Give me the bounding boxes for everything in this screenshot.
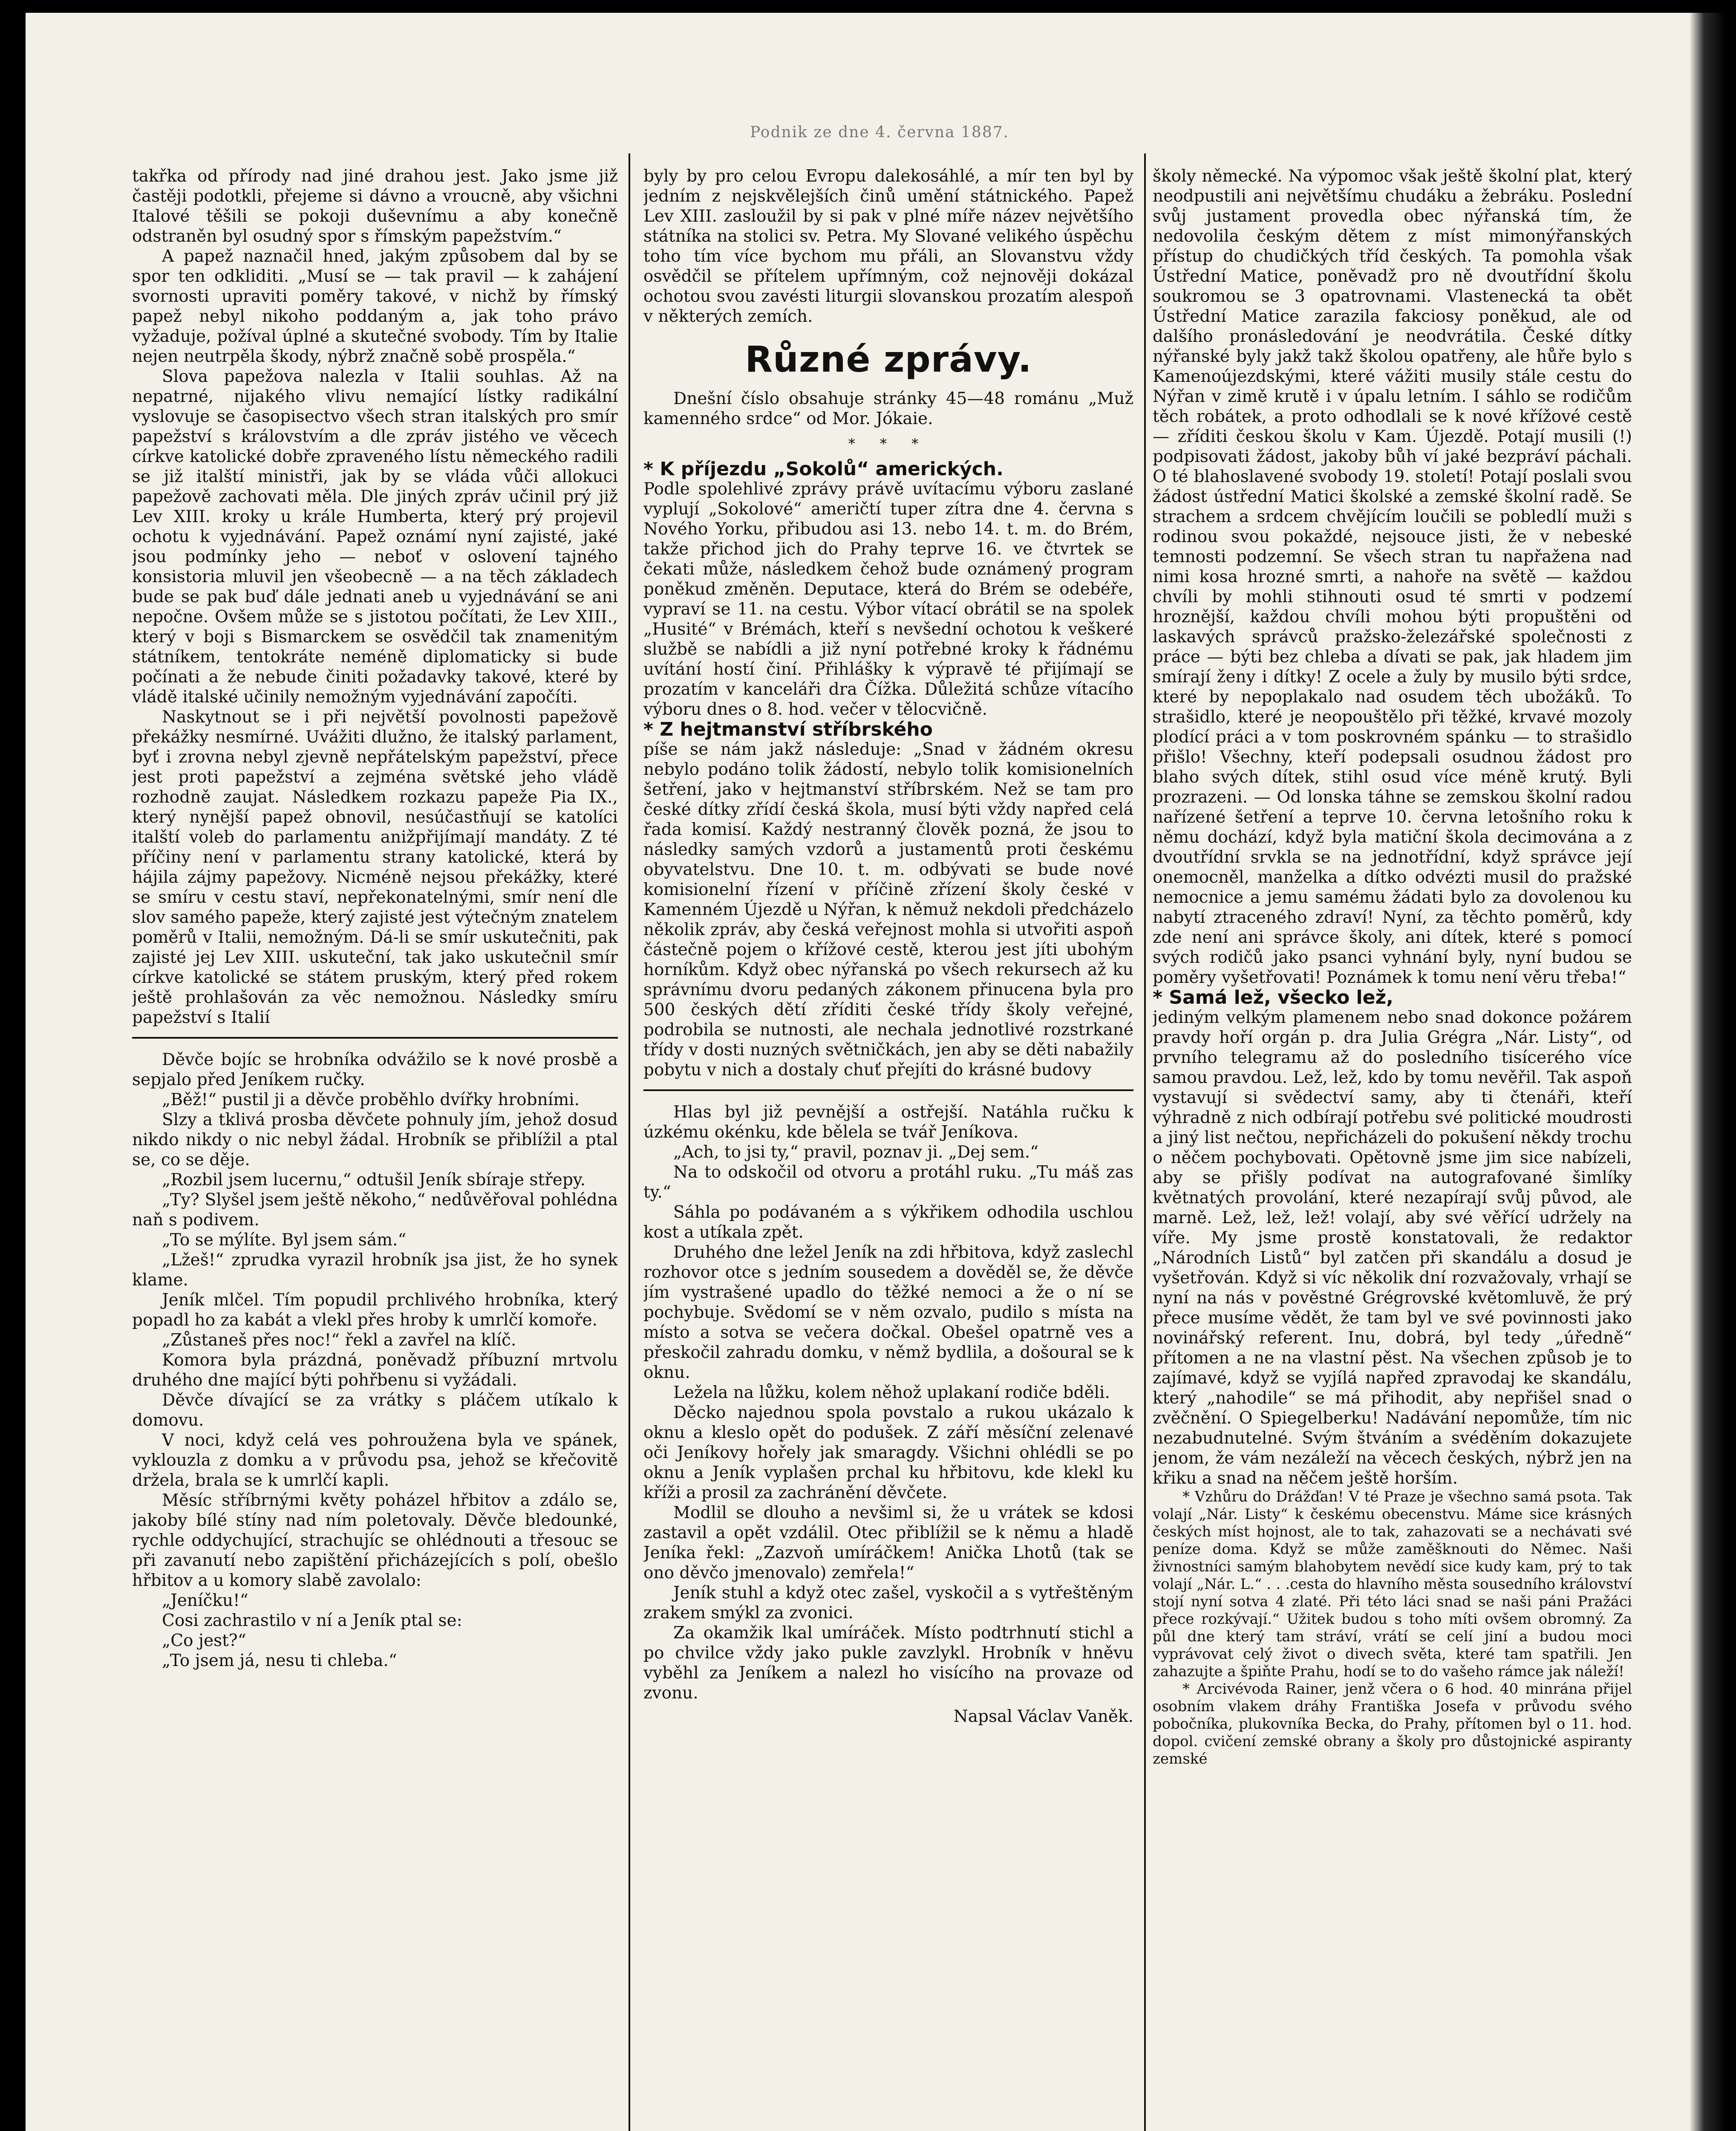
newspaper-page [26,13,1726,2131]
story-paragraph: Měsíc stříbrnými květy poházel hřbitov a zdálo se, jakoby bílé stíny nad ním poletovaly. Děvče bledounké, rychle oddychující, strachujíc se ohlédnouti a třesouc se při zavanutí nebo zapištění přicházejících s polí, obešlo hřbitov a u komory slabě zavolalo: [132,1491,618,1590]
story-paragraph: V noci, když celá ves pohroužena byla ve spánek, vyklouzla z domku a v průvodu psa, jehož se křečovitě držela, brala se k umrlčí kapli. [132,1431,618,1490]
story-paragraph: Děvče dívající se za vrátky s pláčem utíkalo k domovu. [132,1391,618,1430]
news-item: Podle spolehlivé zprávy právě uvítacímu výboru zaslané vyplují „Sokolové“ američtí tuper zítra dne 4. června s Nového Yorku, přibudou asi 13. nebo 14. t. m. do Brém, takže přichod jich do Prahy teprve 16. ve čtvrtek se čekati může, následkem čehož bude oznámený program poněkud změněn. Deputace, která do Brém se odebéře, vypraví se 11. na cestu. Výbor vítací obrátil se na spolek „Husité“ v Brémách, kteří s nevšední ochotou k veškeré službě se nabídli a již nyní potřebné kroky k řádnému uvítání hostí činí. Přihlášky k výpravě té přijímají se prozatím v kanceláři dra Čížka. Důležitá schůze vítacího výboru dnes o 8. hod. večer v tělocvičně. [643,479,1133,719]
story-paragraph: Cosi zachrastilo v ní a Jeník ptal se: [162,1611,462,1630]
news-item: Dnešní číslo obsahuje stránky 45—48 románu „Muž kamenného srdce“ od Mor. Jókaie. [643,389,1133,428]
story-paragraph: Komora byla prázdná, poněvadž příbuzní mrtvolu druhého dne mající býti pohřbenu si vyžádali. [132,1351,618,1390]
column-rule [629,153,630,2131]
article-paragraph: takřka od přírody nad jiné drahou jest. Jako jsme již častěji podotkli, přejeme si dávno a vroucně, aby všichni Italové těšili se pokoji duševnímu a aby konečně odstraněn byl osudný spor s římským papežstvím.“ [132,167,618,246]
story-paragraph: Ležela na lůžku, kolem něhož uplakaní rodiče bděli. [673,1383,1110,1402]
article-paragraph: školy německé. Na výpomoc však ještě školní plat, který neodpustili ani největšímu chudáku a žebráku. Poslední svůj justament provedla obec nýřanská tím, že nedovolila českým dětem z míst mimonýřanských přístup do chudičkých tříd českých. Ta pomohla však Ústřední Matice, poněvadž pro ně dvoutřídní školu soukromou se 3 opatrovnami. Vlastenecká ta obět Ústřední Matice zarazila fakciosy poněkud, ale od dalšího pronásledování je neodvrátila. České dítky nýřanské byly jakž takž školou opatřeny, ale hůře bylo s Kamenoújezdskými, které vážiti musily stále cestu do Nýřan v zimě krutě i v úpalu letním. I sáhlo se rodičům těch robátek, a proto odhodlali se k nové křížové cestě — zříditi českou školu v Kam. Újezdě. Potají musili (!) podpisovati žádost, jakoby bůh ví jaké bezpráví páchali. O té blahoslavené svobody 19. století! Potají poslali svou žádost ústřední Matici školské a zemské školní radě. Se strachem a srdcem chvějícím loučili se pobledlí muži s rodinou svou pokaždé, nejsouce jisti, že v nebeské temnosti podzemní. Se všech stran tu napřažena nad nimi kosa hrozné smrti, a nahoře na světě — každou chvíli by mohli stihnouti osud té smrti v podzemí hroznější, každou chvíli mohou býti propuštěni od laskavých správců pražsko-železářské společnosti z práce — býti bez chleba a dívati se pak, jak hladem jim smírají ženy i dítky! Z ocele a žuly by musilo býti srdce, které by nepoplakalo nad osudem těch ubožáků. To strašidlo, které je neopouštělo při těžké, krvavé mozoly plodící práci a v tom poskrovném spánku — to strašidlo přišlo! Všechny, kteří podepsali osudnou žádost pro blaho svých dítek, stihl osud více méně krutý. Byli prozrazeni. — Od lonska táhne se zemskou školní radou nařízené šetření a teprve 10. června letošního roku k němu dochází, když byla matiční škola decimována a z dvoutřídní srvkla se na jednotřídní, když správce její onemocněl, manželka a dítko odvézti musil do pražské nemocnice a jemu samému žádati bylo za dovolenou ku nabytí ztraceného zdraví! Nyní, za těchto poměrů, kdy zde není ani správce školy, ani dítek, které s pomocí svých rodičů jako psanci vyhnání byly, nyní budou se poměry vyšetřovati! Poznámek k tomu není věru třeba!“ [1153,167,1632,987]
article-paragraph: Slova papežova nalezla v Italii souhlas. Až na nepatrné, nijakého vlivu nemající lístky radikální vyslovuje se časopisectvo všech stran italských pro smír papežství s královstvím a dle zpráv jistého ve věcech církve katolické dobře zpraveného lístu německého radili se již italští ministři, jak by se vláda vůči allokuci papežově zachovati měla. Dle jiných zpráv učinil prý již Lev XIII. kroky u krále Humberta, který prý projevil ochotu k vyjednávání. Papež oznámí nyní zajisté, jaké jsou podmínky jeho — neboť v oslovení tajného konsistoria mluvil jen všeobecně — a na těch základech bude se pak buď dále jednati aneb u vyjednávání se ani nepočne. Ovšem může se s jistotou počítati, že Lev XIII., který v boji s Bismarckem se osvědčil tak znamenitým státníkem, tentokráte neméně diplomaticky si bude počínati a že nebude činiti požadavky takové, které by vládě italské učinily nemožným vyjednávání započíti. [132,367,618,707]
story-paragraph: Za okamžik lkal umíráček. Místo podtrhnutí stichl a po chvilce vždy jako pukle zavzlykl. Hrobník v hněvu vyběhl za Jeníkem a nalezl ho visícího na provaze od zvonu. [643,1623,1133,1703]
news-title: * Samá lež, všecko lež, [1153,987,1393,1008]
story-paragraph: „Zůstaneš přes noc!“ řekl a zavřel na klíč. [162,1331,516,1350]
news-item-small: * Arcivévoda Rainer, jenž včera o 6 hod. 40 minrána přijel osobním vlakem dráhy Františka Josefa v průvodu svého pobočníka, plukovníka Becka, do Prahy, přítomen byl o 11. hod. dopol. cvičení zemské obrany a školy pro důstojnické aspiranty zemské [1153,1681,1632,1767]
story-paragraph: Děcko najednou spola povstalo a rukou ukázalo k oknu a kleslo opět do podušek. Z září měsíční zelenavé oči Jeníkovy hořely jak smaragdy. Všichni ohlédli se po oknu a Jeník vyplašen prchal ku hřbitovu, kde klekl ku kříži a prosil za zachránění děvčete. [643,1403,1133,1502]
news-item: jediným velkým plamenem nebo snad dokonce požárem pravdy hoří orgán p. dra Julia Grégra „Nár. Listy“, od prvního telegramu až do posledního tisícerého více samou pravdou. Lež, lež, kdo by tomu nevěřil. Tak aspoň vystavují si svědectví samy, aby ti čtenáři, kteří výhradně z nich odbírají potřebu své politické moudrosti a jiný list nečtou, nepřicházeli do pokušení někdy trochu o něčem pochybovati. Opětovně jsme jim sice nabízeli, aby se přišly podívat na autografované šimlíky květnatých provolání, které nezapírají svůj původ, ale marně. Lež, lež, lež! volají, aby své věřící udržely na víře. My jsme prostě konstatovali, že redaktor „Národních Listů“ byl zatčen při skandálu a dosud je vyšetřován. Když si víc několik dní rozvažovaly, vrhají se nyní na nás v pověstné Grégrovské květomluvě, že prý přece musíme vědět, že tam byl ve své povinnosti jako novinářský referent. Inu, dobrá, byl tedy „úředně“ přítomen a ne na vlastní pěst. Na všechen způsob je to zajímavé, když se vyjílá napřed zpravodaj ke skandálu, který „nahodile“ se má přihodit, aby nepřišel snad o zvěčnění. O Spiegelberku! Nadávání nepomůže, tím nic nezabudnutelné. Svým štváním a svéděním dokazujete jenom, že vám nezáleží na věcech českých, nýbrž jen na křiku a snad na něčem ještě horším. [1153,1008,1632,1488]
story-paragraph: „Jeníčku!“ [162,1591,248,1610]
column-3 [1153,166,1632,1768]
story-paragraph: „Běž!“ pustil ji a děvče proběhlo dvířky hrobními. [162,1090,580,1109]
column-1 [132,166,618,1671]
news-item-small: * Vzhůru do Drážďan! V té Praze je všechno samá psota. Tak volají „Nár. Listy“ k českému obecenstvu. Máme sice krásných českých míst hojnost, ale to tak, zahazovati se a nechávati své peníze doma. Když se může zaměšknouti do Němec. Naši živnostníci samým blahobytem nevědí sice kudy kam, prý to tak volají „Nár. L.“ . . .cesta do hlavního města sousedního království stojí nyní sotva 4 zlaté. Při této láci snad se naši páni Pražáci přece rozkývají.“ Užitek budou s toho míti ovšem obromný. Za půl dne který tam stráví, vrátí se celí jiní a budou moci vyprávovat celý život o divech světa, které tam spatřili. Jen zahazujte a špiňte Prahu, hodí se to do vašeho rámce jak náleží! [1153,1488,1632,1680]
section-divider-stars: * * * [848,436,929,452]
story-paragraph: Modlil se dlouho a nevšiml si, že u vrátek se kdosi zastavil a opět vzdálil. Otec přiblížil se k němu a hladě Jeníka řekl: „Zazvoň umíráčkem! Anička Lhotů (tak se ono děvčo jmenovalo) zemřela!“ [643,1503,1133,1582]
feuilleton-story [132,1050,618,1671]
article-paragraph: Naskytnout se i při největší povolnosti papežově překážky nesmírné. Uvážiti dlužno, že italský parlament, byť i zrovna nebyl zjevně nepřátelským papežství, přece jest proti papežství a zejména světské jeho vládě rozhodně zaujat. Následkem rozkazu papeže Pia IX., který nynější papež obnovil, nesúčastňují se katolíci italští voleb do parlamentu anižpřijímají mandáty. Z té příčiny není v parlamentu strany katolické, která by hájila zájmy papežovy. Nicméně nejsou překážky, které se smíru v cestu staví, nepřekonatelnými, smír není dle slov samého papeže, který zajisté jest výtečným znatelem poměrů v Italii, nemožným. Dá-li se smír uskutečniti, pak zajisté jej Lev XIII. uskuteční, tak jako uskutečnil smír církve katolické se státem pruským, který před rokem ještě prohlašován za věc nemožnou. Následky smíru papežství s Italií [132,707,618,1027]
column-rule [1144,153,1146,2131]
feuilleton-separator [132,1037,618,1039]
story-paragraph: „Rozbil jsem lucernu,“ odtušil Jeník sbíraje střepy. [162,1170,586,1190]
article-paragraph: A papež naznačil hned, jakým způsobem dal by se spor ten odkliditi. „Musí se — tak pravil — k zahájení svornosti upraviti poměry takové, v nichž by římský papež nebyl nikoho poddaným a, jak toho právo vyžaduje, požíval úplné a skutečné svobody. Tím by Italie nejen neutrpěla škody, nýbrž značně sobě prospěla.“ [132,247,618,366]
story-paragraph: Sáhla po podávaném a s výkřikem odhodila uschlou kost a utíkala zpět. [643,1203,1133,1242]
story-paragraph: „Co jest?“ [162,1631,246,1650]
story-paragraph: Jeník stuhl a když otec zašel, vyskočil a s vytřeštěným zrakem smýkl za zvonici. [643,1583,1133,1623]
story-paragraph: „Ty? Slyšel jsem ještě někoho,“ nedůvěřoval pohlédna naň s podivem. [132,1190,618,1230]
story-paragraph: Děvče bojíc se hrobníka odvážilo se k nové prosbě a sepjalo před Jeníkem ručky. [132,1050,618,1089]
story-paragraph: Hlas byl již pevnější a ostřejší. Natáhla ručku k úzkému okénku, kde bělela se tvář Jeníkova. [643,1103,1133,1142]
news-item: píše se nám jakž následuje: „Snad v žádném okresu nebylo podáno tolik žádostí, nebylo tolik komisionelních šetření, jako v hejtmanství stříbrském. Než se tam pro české dítky zřídí česká škola, musí býti vždy napřed celá řada komisí. Každý nestranný člověk pozná, že jsou to následky samých vzdorů a justamentů proti českému obyvatelstvu. Dne 10. t. m. odbývati se bude nové komisionelní řízení v příčině zřízení školy české v Kamenném Újezdě u Nýřan, k němuž nekdoli předcházelo několik zpráv, aby česká veřejnost mohla si utvořiti aspoň částečně pojem o křížové cestě, kterou jest jíti ubohým horníkům. Když obec nýřanská po všech rekursech až ku správnímu dvoru pedaných zákonem přinucena byla pro 500 českých dětí zříditi české třídy školy veřejné, podrobila se nutnosti, ale nechala jednotlivé rozstrkané třídy v dosti nuzných světničkách, jen aby se děti nabažily pobytu v nich a dostaly chuť přejíti do krásné budovy [643,740,1133,1080]
news-title: * K příjezdu „Sokolů“ amerických. [643,458,1004,480]
section-heading: Různé zprávy. [745,338,1032,380]
header-smudge: Podnik ze dne 4. června 1887. [750,124,1009,141]
story-signature: Napsal Václav Vaněk. [953,1707,1133,1726]
story-paragraph: Jeník mlčel. Tím popudil prchlivého hrobníka, který popadl ho za kabát a vlekl přes hroby k umrlčí komoře. [132,1291,618,1330]
story-paragraph: „Ach, to jsi ty,“ pravil, poznav ji. „Dej sem.“ [673,1143,1039,1162]
story-paragraph: „Lžeš!“ zprudka vyrazil hrobník jsa jist, že ho synek klame. [132,1250,618,1290]
article-paragraph: byly by pro celou Evropu dalekosáhlé, a mír ten byl by jedním z nejskvělejších činů umění státnického. Papež Lev XIII. zasloužil by si pak v plné míře název největšího státníka na stolici sv. Petra. My Slované velikého úspěchu toho tím více bychom mu přáli, an Slovanstvu vždy osvědčil se přítelem upřímným, což nejnověji dokázal ochotou svou zavésti liturgii slovanskou prozatím alespoň v některých zemích. [643,167,1133,326]
story-paragraph: Na to odskočil od otvoru a protáhl ruku. „Tu máš zas ty.“ [643,1163,1133,1202]
column-2 [643,166,1133,1727]
story-paragraph: Slzy a tklivá prosba děvčete pohnuly jím, jehož dosud nikdo nikdy o nic nebyl žádal. Hrobník se přiblížil a ptal se, co se děje. [132,1110,618,1169]
news-title: * Z hejtmanství stříbrského [643,719,933,740]
story-paragraph: „To se mýlíte. Byl jsem sám.“ [162,1230,407,1250]
page-edge-shadow [1690,13,1726,2131]
story-paragraph: „To jsem já, nesu ti chleba.“ [162,1651,397,1670]
story-paragraph: Druhého dne ležel Jeník na zdi hřbitova, když zaslechl rozhovor otce s jedním sousedem a dověděl se, že děvče jím vystrašené upadlo do těžké nemoci a že o ní se pochybuje. Svědomí se v něm ozvalo, pudilo s místa na místo a sotva se večera dočkal. Obešel opatrně ves a přeskočil zahradu domku, v němž bydlila, a došoural se k oknu. [643,1243,1133,1382]
feuilleton-separator [643,1089,1133,1091]
feuilleton-story [643,1102,1133,1727]
